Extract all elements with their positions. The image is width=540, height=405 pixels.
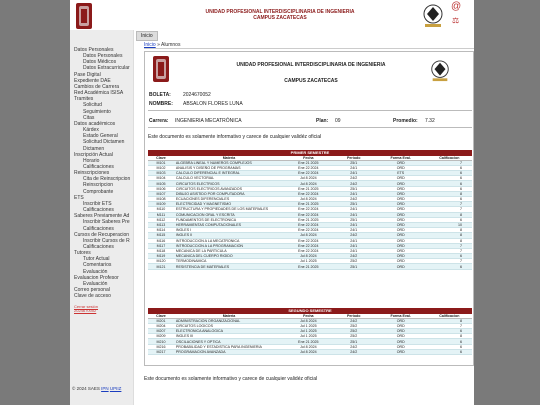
breadcrumb-current: Alumnos (160, 42, 181, 48)
second-semester-table (148, 308, 472, 355)
table-cell: 24/2 (333, 349, 375, 354)
table-cell: CALCULO VECTORIAL (174, 176, 284, 181)
table-cell: ECUACIONES DIFERENCIALES (174, 197, 284, 202)
table-cell: M116 (148, 238, 174, 243)
column-header: Clave (148, 314, 174, 319)
table-cell: M102 (148, 165, 174, 170)
sidebar-item[interactable]: Estado General (83, 133, 118, 140)
table-cell: 25/1 (333, 217, 375, 222)
upiiz-logo-icon (421, 3, 445, 29)
table-cell: ORD (375, 339, 427, 344)
table-cell: ADMINISTRACION ORGANIZACIONAL (174, 318, 284, 323)
sidebar-item[interactable]: Expediente DAE (74, 77, 111, 84)
table-cell: M216 (148, 344, 174, 349)
table-cell: ORD (375, 254, 427, 259)
table-cell: 24/1 (333, 212, 375, 217)
table-cell: INTRODUCCION A LA PROGRAMACION (174, 243, 284, 248)
table-cell: 6 (427, 217, 472, 222)
column-header: Materia (174, 156, 284, 161)
table-cell: 24/1 (333, 248, 375, 253)
upiiz-link[interactable]: UPIIZ (109, 386, 122, 391)
sidebar-item[interactable]: Evaluación (83, 268, 108, 275)
table-cell: ELECTRONICA ANALOGICA (174, 329, 284, 334)
table-cell: Ene 22 2024 (284, 248, 333, 253)
table-cell: ORD (375, 191, 427, 196)
table-cell: 8 (427, 228, 472, 233)
table-cell: 25/1 (333, 339, 375, 344)
table-cell: 6 (427, 176, 472, 181)
table-cell: ETS (375, 171, 427, 176)
table-cell: M217 (148, 349, 174, 354)
table-cell: 8 (427, 238, 472, 243)
table-cell: ORD (375, 181, 427, 186)
table-row (148, 264, 472, 269)
table-cell: ORD (375, 344, 427, 349)
sidebar-item[interactable]: Pase Digital (74, 71, 101, 78)
table-cell: 7 (427, 323, 472, 328)
table-cell: ORD (375, 217, 427, 222)
table-cell: 24/2 (333, 344, 375, 349)
column-header: Periodo (333, 156, 375, 161)
table-cell: Jul 8 2024 (284, 197, 333, 202)
table-cell: M209 (148, 334, 174, 339)
sidebar-item[interactable]: Saberes Previamente Ad (74, 213, 130, 220)
sidebar-item[interactable]: Citas (83, 114, 95, 121)
copyright: © 2024 SAES (72, 386, 100, 391)
table-cell: ORD (375, 233, 427, 238)
table-cell: ORD (375, 160, 427, 165)
table-cell: COMUNICACION ORAL Y ESCRITA (174, 212, 284, 217)
table-cell: 7 (427, 202, 472, 207)
table-cell: MECANICA DE LA PARTICULA (174, 248, 284, 253)
table-cell: 8 (427, 212, 472, 217)
table-cell: ORD (375, 329, 427, 334)
logout-link[interactable]: Cerrar sesión (74, 304, 99, 310)
sidebar-item[interactable]: Inscribir Cursos de R (83, 237, 130, 244)
email-icon[interactable]: @ (451, 1, 462, 12)
promedio-label: Promedio: (393, 118, 418, 124)
table-cell: 24/1 (333, 243, 375, 248)
table-cell: PROBABILIDAD Y ESTADISTICA PARA INGENIERIA (174, 344, 284, 349)
bottom-disclaimer: Este documento es solamente informativo y carece de cualquier validéz oficial (144, 376, 318, 382)
table-cell: ANALISIS Y DISEÑO DE PROGRAMAS (174, 165, 284, 170)
table-cell: M210 (148, 339, 174, 344)
table-cell: CIRCUITOS ELECTRICOS AVANZADOS (174, 186, 284, 191)
column-header: Forma Eval. (375, 156, 427, 161)
table-cell: M207 (148, 329, 174, 334)
table-cell: Jul 8 2024 (284, 233, 333, 238)
table-cell: M112 (148, 217, 174, 222)
table-cell: Ene 22 2024 (284, 207, 333, 212)
table-cell: ORD (375, 186, 427, 191)
table-cell: 24/1 (333, 222, 375, 227)
table-cell: Jul 8 2024 (284, 254, 333, 259)
table-cell: Jul 8 2024 (284, 318, 333, 323)
table-cell: ORD (375, 212, 427, 217)
table-cell: 25/2 (333, 334, 375, 339)
table-cell: 24/1 (333, 165, 375, 170)
sidebar-item[interactable]: Seguimiento (83, 108, 111, 115)
table-cell: M118 (148, 248, 174, 253)
nombre-value: ABSALON FLORES LUNA (183, 101, 243, 107)
table-cell: CIRCUITOS LOGICOS (174, 323, 284, 328)
table-cell: Ene 21 2025 (284, 217, 333, 222)
sidebar-item[interactable]: Reinscripcion (83, 182, 114, 189)
table-cell: ELECTRICIDAD Y MAGNETISMO (174, 202, 284, 207)
table-cell: M115 (148, 233, 174, 238)
table-cell: M111 (148, 212, 174, 217)
sidebar-item[interactable]: Dictamen (83, 145, 105, 152)
column-header: Periodo (333, 314, 375, 319)
table-cell: INGLES III (174, 334, 284, 339)
sidebar-item[interactable]: ETS (74, 194, 84, 201)
table-cell: ORD (375, 238, 427, 243)
ipn-link[interactable]: IPN (101, 386, 109, 391)
sidebar-item[interactable]: Solicitud Dictamen (83, 139, 125, 146)
table-cell: ORD (375, 176, 427, 181)
table-cell: 7 (427, 259, 472, 264)
table-cell: 8 (427, 191, 472, 196)
column-header: Clave (148, 156, 174, 161)
table-cell: Jul 1 2025 (284, 334, 333, 339)
table-cell: 6 (427, 181, 472, 186)
sidebar-item[interactable]: Evaluación (83, 280, 108, 287)
table-cell: OSCILACIONES Y OPTICA (174, 339, 284, 344)
sidebar-item[interactable]: Calificaciones (83, 225, 114, 232)
table-cell: 6 (427, 329, 472, 334)
divider (148, 127, 472, 128)
table-cell: ALGEBRA LINEAL Y NUMEROS COMPLEJOS (174, 160, 284, 165)
table-cell: Jul 8 2024 (284, 176, 333, 181)
sidebar-item[interactable]: Correo personal (74, 287, 110, 294)
sidebar-footer (72, 386, 121, 391)
table-cell: M121 (148, 264, 174, 269)
table-cell: 7 (427, 207, 472, 212)
sidebar-item[interactable]: Comentarios (83, 262, 112, 269)
table-cell: ORD (375, 264, 427, 269)
semester-title: PRIMER SEMESTRE (148, 150, 472, 156)
table-cell: 8 (427, 334, 472, 339)
sidebar-item[interactable]: Cursos de Recuperacion (74, 231, 130, 238)
table-cell: 7 (427, 248, 472, 253)
sidebar-item[interactable]: Kárdex (83, 127, 99, 134)
page (70, 0, 474, 405)
disclaimer-note: Este documento es solamente informativo y carece de cualquier validéz oficial (148, 134, 322, 140)
table-cell: CIRCUITOS ELECTRICOS (174, 181, 284, 186)
ipn-logo-icon (152, 56, 170, 82)
table-cell: Ene 22 2024 (284, 228, 333, 233)
table-cell: 25/1 (333, 202, 375, 207)
table-cell: M109 (148, 202, 174, 207)
promedio-value: 7.32 (425, 118, 435, 124)
table-cell: Ene 21 2025 (284, 202, 333, 207)
table-cell: ORD (375, 259, 427, 264)
table-cell: M107 (148, 191, 174, 196)
scale-icon[interactable]: ⚖ (452, 16, 460, 25)
sidebar-item[interactable]: Datos Personales (74, 47, 114, 53)
table-cell: 24/1 (333, 207, 375, 212)
table-cell: ORD (375, 207, 427, 212)
table-cell: M120 (148, 259, 174, 264)
table-cell: ORD (375, 334, 427, 339)
sidebar-item[interactable]: Tutor Actual (83, 256, 110, 263)
sidebar-item[interactable]: Calificaciones (83, 207, 114, 214)
table-cell: ORD (375, 197, 427, 202)
table-cell: 24/1 (333, 228, 375, 233)
table-cell: 8 (427, 318, 472, 323)
divider (148, 110, 472, 111)
table-cell: INGLES I (174, 228, 284, 233)
sidebar (70, 30, 134, 405)
table-cell: Jul 8 2024 (284, 344, 333, 349)
table-cell: FUNDAMENTOS DE ELECTRONICA (174, 217, 284, 222)
table-cell: ORD (375, 243, 427, 248)
sidebar-item[interactable]: Comprobante (83, 188, 114, 195)
table-cell: M101 (148, 160, 174, 165)
plan-label: Plan: (316, 118, 329, 124)
table-cell: ORD (375, 318, 427, 323)
sidebar-item[interactable]: Datos Extracurricular (83, 65, 130, 72)
sidebar-item[interactable]: Cambios de Carrera (74, 83, 120, 90)
header-title-line2: CAMPUS ZACATECAS (253, 15, 307, 21)
table-cell: M114 (148, 228, 174, 233)
table-cell: MECANICA DEL CUERPO RIGIDO (174, 254, 284, 259)
campus-name: CAMPUS ZACATECAS (284, 78, 338, 84)
column-header: Calificacion (427, 156, 472, 161)
table-cell: INGLES II (174, 233, 284, 238)
sidebar-item[interactable]: Datos Médicos (83, 59, 117, 66)
tab-bar (136, 31, 158, 39)
table-cell: 6 (427, 197, 472, 202)
sidebar-item[interactable]: Tutores (74, 250, 91, 257)
plan-value: 09 (335, 118, 341, 124)
table-cell: M204 (148, 323, 174, 328)
carrera-label: Carrera: (149, 118, 169, 124)
sidebar-item[interactable]: Horario (83, 157, 100, 164)
table-cell: M108 (148, 197, 174, 202)
table-cell: PROGRAMACION AVANZADA (174, 349, 284, 354)
table-cell: 7 (427, 243, 472, 248)
divider (144, 48, 474, 49)
sidebar-item[interactable]: Inscribir Saberes Pre (83, 219, 130, 226)
table-cell: ORD (375, 248, 427, 253)
logout-user-id: 2024670052 (74, 308, 97, 314)
table-cell: 24/2 (333, 254, 375, 259)
table-cell: Ene 22 2024 (284, 212, 333, 217)
table-row (148, 349, 472, 354)
table-cell: 6 (427, 264, 472, 269)
table-cell: ORD (375, 165, 427, 170)
column-header: Materia (174, 314, 284, 319)
table-cell: RESISTENCIA DE MATERIALES (174, 264, 284, 269)
table-cell: 25/2 (333, 329, 375, 334)
header-title-line1: UNIDAD PROFESIONAL INTERDISCIPLINARIA DE INGENIERIA (205, 9, 355, 15)
sidebar-item[interactable]: Solicitud (83, 102, 102, 109)
table-cell: 7 (427, 160, 472, 165)
table-cell: 24/2 (333, 318, 375, 323)
sidebar-item[interactable]: Datos Personales (83, 53, 123, 60)
sidebar-item[interactable]: Reinscripciones (74, 170, 110, 177)
column-header: Calificacion (427, 314, 472, 319)
sidebar-item[interactable]: Calificaciones (83, 244, 114, 250)
sidebar-item[interactable]: Calificaciones (83, 163, 114, 170)
table-cell: 24/2 (333, 181, 375, 186)
table-cell: TERMODINAMICA (174, 259, 284, 264)
sidebar-item[interactable]: Clave de acceso (74, 293, 111, 300)
sidebar-item[interactable]: Red Académica ISISA (74, 90, 124, 97)
sidebar-item[interactable]: Cita de Reinscripcion (83, 176, 131, 183)
table-cell: 25/1 (333, 160, 375, 165)
upiiz-logo-icon (429, 59, 451, 83)
table-cell: ORD (375, 202, 427, 207)
sidebar-item[interactable]: Inscripción Actual (74, 151, 113, 158)
table-cell: 6 (427, 165, 472, 170)
table-cell: M105 (148, 181, 174, 186)
first-semester-table (148, 150, 472, 270)
boleta-label: BOLETA: (149, 92, 171, 98)
table-cell: HERRAMIENTAS COMPUTACIONALES (174, 222, 284, 227)
table-cell: Jul 1 2025 (284, 323, 333, 328)
table-cell: 6 (427, 349, 472, 354)
table-cell: 24/2 (333, 176, 375, 181)
column-header: Fecha (284, 156, 333, 161)
table-cell: 6 (427, 344, 472, 349)
sidebar-item[interactable]: Inscribir ETS (83, 200, 112, 207)
table-cell: DIBUJO ASISTIDO POR COMPUTADORA (174, 191, 284, 196)
table-cell: Jul 8 2024 (284, 181, 333, 186)
table-cell: 25/2 (333, 259, 375, 264)
university-name: UNIDAD PROFESIONAL INTERDISCIPLINARIA DE INGENIERIA (236, 62, 386, 68)
table-cell: Ene 21 2025 (284, 160, 333, 165)
header-title (160, 9, 400, 21)
column-header: Forma Eval. (375, 314, 427, 319)
table-cell: ORD (375, 323, 427, 328)
table-cell: Ene 22 2024 (284, 191, 333, 196)
table-cell: 24/1 (333, 191, 375, 196)
nombre-label: NOMBRE: (149, 101, 173, 107)
tab-inicio[interactable]: Inicio (136, 31, 158, 41)
table-cell: M103 (148, 171, 174, 176)
ipn-logo-icon (75, 3, 93, 29)
table-cell: Ene 22 2024 (284, 165, 333, 170)
table-cell: 6 (427, 339, 472, 344)
table-cell: ORD (375, 222, 427, 227)
sidebar-item[interactable]: Evaluacion Profesor (74, 274, 119, 281)
table-cell: ESTRUCTURA Y PROPIEDADES DE LOS MATERIALES (174, 207, 284, 212)
table-cell: M113 (148, 222, 174, 227)
breadcrumb-separator: » (155, 42, 161, 48)
table-cell: Ene 21 2025 (284, 186, 333, 191)
boleta-value: 2024670052 (183, 92, 211, 98)
semester-title: SEGUNDO SEMESTRE (148, 308, 472, 314)
sidebar-item[interactable]: Datos académicos (74, 120, 116, 127)
table-cell: 10 (427, 222, 472, 227)
table-cell: 24/2 (333, 197, 375, 202)
table-cell: Ene 22 2024 (284, 222, 333, 227)
table-cell: Ene 22 2024 (284, 243, 333, 248)
carrera-value: INGENIERIA MECATRÓNICA (175, 118, 242, 124)
table-cell: Ene 22 2024 (284, 238, 333, 243)
site-header (70, 0, 474, 30)
table-cell: 25/1 (333, 186, 375, 191)
table-cell: ORD (375, 228, 427, 233)
table-cell: M106 (148, 186, 174, 191)
table-cell: M117 (148, 243, 174, 248)
column-header: Fecha (284, 314, 333, 319)
table-cell: 24/2 (333, 233, 375, 238)
table-cell: Jul 8 2024 (284, 349, 333, 354)
table-cell: INTRODUCCION A LA MECATRONICA (174, 238, 284, 243)
table-cell: M104 (148, 176, 174, 181)
table-cell: 8 (427, 233, 472, 238)
table-cell: 24/1 (333, 171, 375, 176)
table-cell: 6 (427, 171, 472, 176)
table-cell: Ene 22 2024 (284, 171, 333, 176)
table-cell: CALCULO DIFERENCIAL E INTEGRAL (174, 171, 284, 176)
sidebar-item[interactable]: Tramites (74, 96, 94, 103)
table-cell: Jul 1 2025 (284, 259, 333, 264)
table-cell: 25/1 (333, 264, 375, 269)
breadcrumb-home[interactable]: Inicio (144, 42, 156, 48)
table-cell: 6 (427, 254, 472, 259)
kardex-card (144, 51, 474, 366)
table-cell: Ene 21 2025 (284, 264, 333, 269)
table-cell: M119 (148, 254, 174, 259)
table-cell: 25/2 (333, 323, 375, 328)
table-cell: M110 (148, 207, 174, 212)
table-cell: 6 (427, 186, 472, 191)
table-cell: 24/1 (333, 238, 375, 243)
table-cell: M201 (148, 318, 174, 323)
table-cell: Ene 21 2025 (284, 339, 333, 344)
table-cell: ORD (375, 349, 427, 354)
table-cell: Jul 1 2025 (284, 329, 333, 334)
